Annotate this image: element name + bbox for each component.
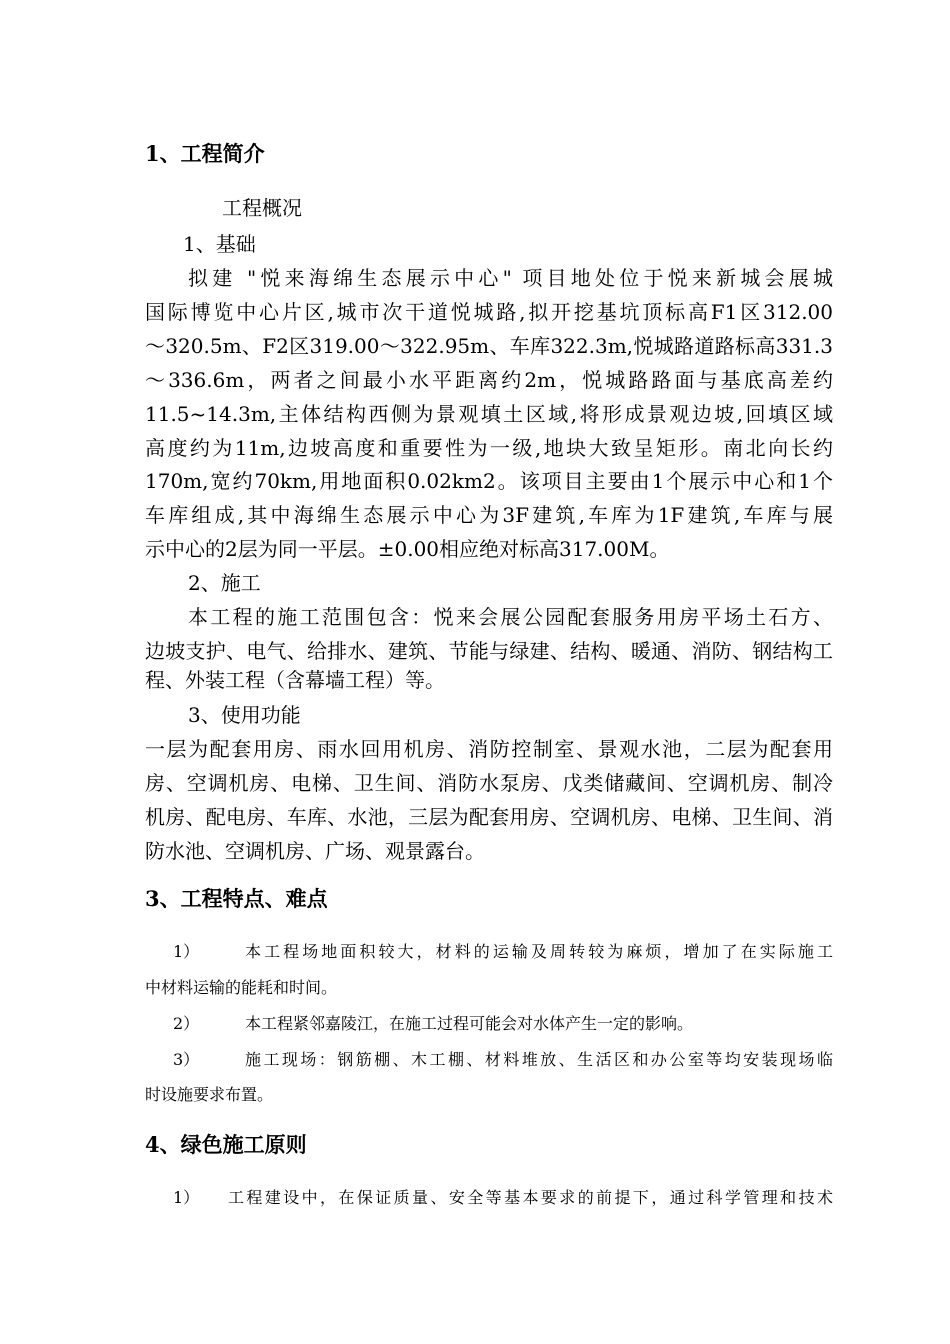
section-heading-3: 3、工程特点、难点 [145,886,328,911]
list-item-line: 时设施要求布置。 [145,1085,274,1104]
list-item-line: 施工现场：钢筋棚、木工棚、材料堆放、生活区和办公室等均安装现场临 [245,1050,833,1069]
list-item-line: 本工程紧邻嘉陵江，在施工过程可能会对水体产生一定的影响。 [245,1014,694,1033]
paragraph-line: 高度约为11m,边坡高度和重要性为一级,地块大致呈矩形。南北向长约 [145,436,833,460]
paragraph-line: ～320.5m、F2区319.00～322.95m、车库322.3m,悦城路道路标高331.3 [145,334,833,358]
paragraph-line: 本工程的施工范围包含：悦来会展公园配套服务用房平场土石方、 [188,605,833,629]
subheading-foundation: 1、基础 [183,232,256,256]
list-item-line: 中材料运输的能耗和时间。 [145,978,338,997]
paragraph-line: 国际博览中心片区,城市次干道悦城路,拟开挖基坑顶标高F1区312.00 [145,300,833,324]
paragraph-line: ～336.6m，两者之间最小水平距离约2m，悦城路路面与基底高差约 [145,368,833,392]
list-number: 2） [173,1014,200,1033]
list-item-line: 本工程场地面积较大，材料的运输及周转较为麻烦，增加了在实际施工 [245,942,833,961]
list-item-line: 工程建设中，在保证质量、安全等基本要求的前提下，通过科学管理和技术 [228,1188,833,1207]
subheading-overview: 工程概况 [222,196,302,220]
list-number: 1） [173,1188,200,1207]
list-number: 3） [173,1050,200,1069]
paragraph-line: 一层为配套用房、雨水回用机房、消防控制室、景观水池，二层为配套用 [145,737,833,761]
subheading-function: 3、使用功能 [188,703,301,727]
paragraph-line: 机房、配电房、车库、水池，三层为配套用房、空调机房、电梯、卫生间、消 [145,805,833,829]
subheading-construction: 2、施工 [188,571,261,595]
paragraph-line: 房、空调机房、电梯、卫生间、消防水泵房、戊类储藏间、空调机房、制冷 [145,771,833,795]
paragraph-line: 边坡支护、电气、给排水、建筑、节能与绿建、结构、暖通、消防、钢结构工 [145,639,833,663]
paragraph-line: 拟建 "悦来海绵生态展示中心" 项目地处位于悦来新城会展城 [188,266,833,290]
paragraph-line: 示中心的2层为同一平层。±0.00相应绝对标高317.00M。 [145,537,670,561]
list-number: 1） [173,942,200,961]
section-heading-4: 4、绿色施工原则 [145,1132,307,1157]
paragraph-line: 170m,宽约70km,用地面积0.02km2。该项目主要由1个展示中心和1个 [145,469,833,493]
paragraph-line: 车库组成,其中海绵生态展示中心为3F建筑,车库为1F建筑,车库与展 [145,503,833,527]
paragraph-line: 程、外装工程（含幕墙工程）等。 [145,668,445,692]
section-heading-1: 1、工程简介 [145,141,265,166]
paragraph-line: 防水池、空调机房、广场、观景露台。 [145,839,485,863]
paragraph-line: 11.5~14.3m,主体结构西侧为景观填土区域,将形成景观边坡,回填区域 [145,402,833,426]
